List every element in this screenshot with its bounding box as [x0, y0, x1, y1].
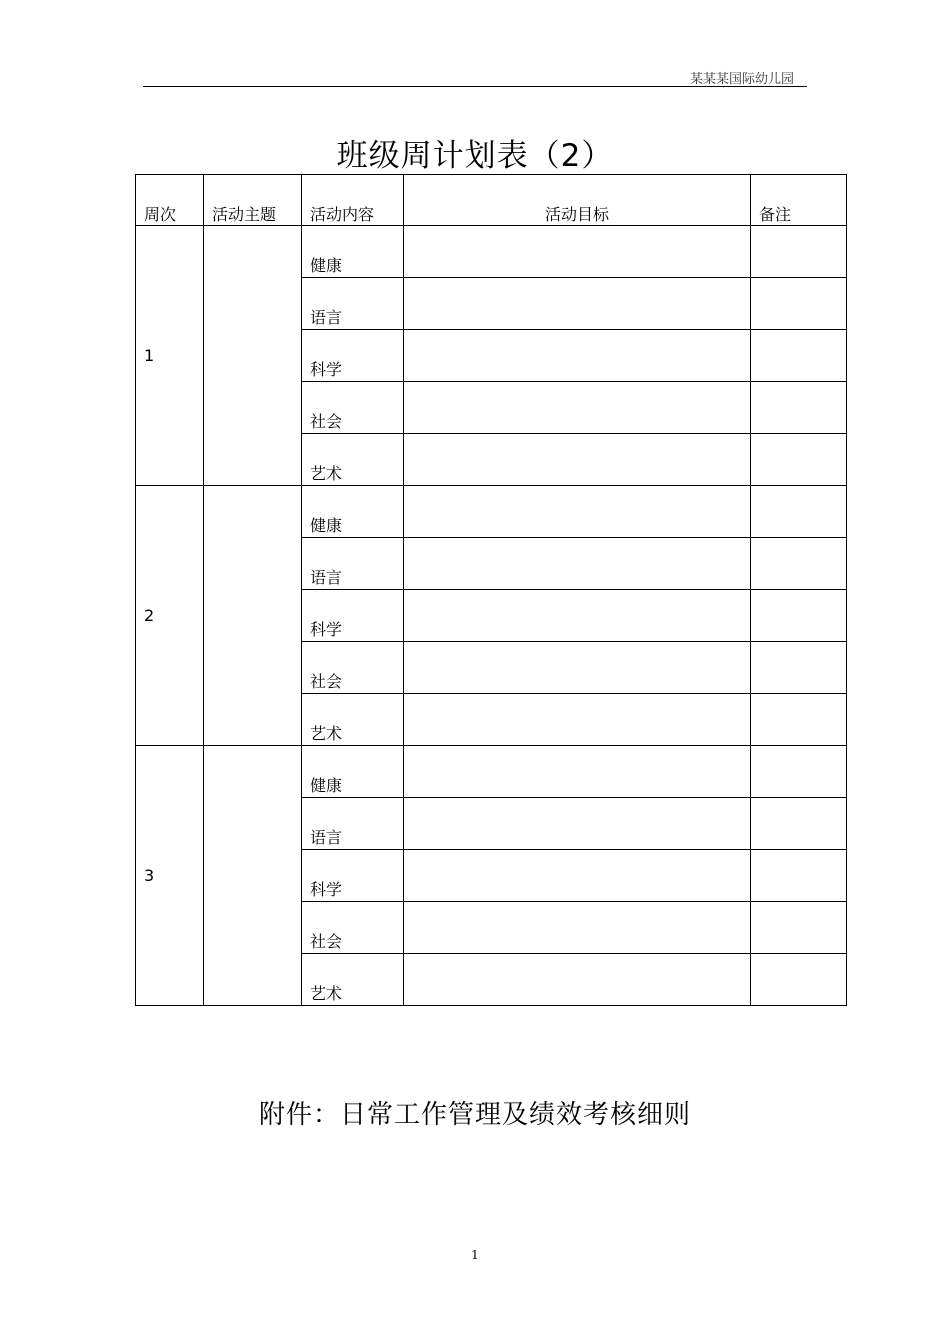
header-organization: 某某某国际幼儿园	[690, 72, 795, 87]
subject-cell: 艺术	[302, 954, 404, 1006]
page-number: 1	[471, 1248, 479, 1262]
goal-cell[interactable]	[404, 694, 751, 746]
header-content: 活动内容	[302, 175, 404, 226]
subject-cell: 社会	[302, 382, 404, 434]
subject-cell: 健康	[302, 746, 404, 798]
goal-cell[interactable]	[404, 278, 751, 330]
goal-cell[interactable]	[404, 434, 751, 486]
theme-cell[interactable]	[204, 226, 302, 486]
appendix-heading: 附件：日常工作管理及绩效考核细则	[258, 1100, 691, 1130]
page-title: 班级周计划表（2）	[336, 138, 614, 174]
goal-cell[interactable]	[404, 590, 751, 642]
subject-cell: 语言	[302, 278, 404, 330]
goal-cell[interactable]	[404, 330, 751, 382]
notes-cell[interactable]	[751, 642, 847, 694]
goal-cell[interactable]	[404, 798, 751, 850]
subject-cell: 科学	[302, 330, 404, 382]
week-number: 3	[136, 746, 204, 1006]
notes-cell[interactable]	[751, 434, 847, 486]
notes-cell[interactable]	[751, 746, 847, 798]
header-rule	[143, 86, 807, 87]
subject-cell: 艺术	[302, 694, 404, 746]
notes-cell[interactable]	[751, 330, 847, 382]
table-row	[136, 226, 847, 278]
subject-cell: 社会	[302, 902, 404, 954]
theme-cell[interactable]	[204, 746, 302, 1006]
header-theme: 活动主题	[204, 175, 302, 226]
theme-cell[interactable]	[204, 486, 302, 746]
subject-cell: 科学	[302, 850, 404, 902]
subject-cell: 健康	[302, 226, 404, 278]
notes-cell[interactable]	[751, 590, 847, 642]
subject-cell: 艺术	[302, 434, 404, 486]
goal-cell[interactable]	[404, 538, 751, 590]
notes-cell[interactable]	[751, 226, 847, 278]
notes-cell[interactable]	[751, 954, 847, 1006]
table-row	[136, 486, 847, 538]
header-week: 周次	[136, 175, 204, 226]
goal-cell[interactable]	[404, 382, 751, 434]
notes-cell[interactable]	[751, 382, 847, 434]
week-number: 2	[136, 486, 204, 746]
goal-cell[interactable]	[404, 746, 751, 798]
table-header-row	[136, 175, 847, 226]
goal-cell[interactable]	[404, 902, 751, 954]
subject-cell: 社会	[302, 642, 404, 694]
goal-cell[interactable]	[404, 954, 751, 1006]
notes-cell[interactable]	[751, 278, 847, 330]
notes-cell[interactable]	[751, 902, 847, 954]
subject-cell: 科学	[302, 590, 404, 642]
goal-cell[interactable]	[404, 642, 751, 694]
goal-cell[interactable]	[404, 486, 751, 538]
notes-cell[interactable]	[751, 694, 847, 746]
header-goal: 活动目标	[404, 175, 751, 226]
notes-cell[interactable]	[751, 538, 847, 590]
week-number: 1	[136, 226, 204, 486]
subject-cell: 语言	[302, 798, 404, 850]
notes-cell[interactable]	[751, 798, 847, 850]
subject-cell: 语言	[302, 538, 404, 590]
header-notes: 备注	[751, 175, 847, 226]
notes-cell[interactable]	[751, 486, 847, 538]
goal-cell[interactable]	[404, 226, 751, 278]
notes-cell[interactable]	[751, 850, 847, 902]
weekly-plan-table	[135, 174, 847, 1006]
table-row	[136, 746, 847, 798]
subject-cell: 健康	[302, 486, 404, 538]
goal-cell[interactable]	[404, 850, 751, 902]
